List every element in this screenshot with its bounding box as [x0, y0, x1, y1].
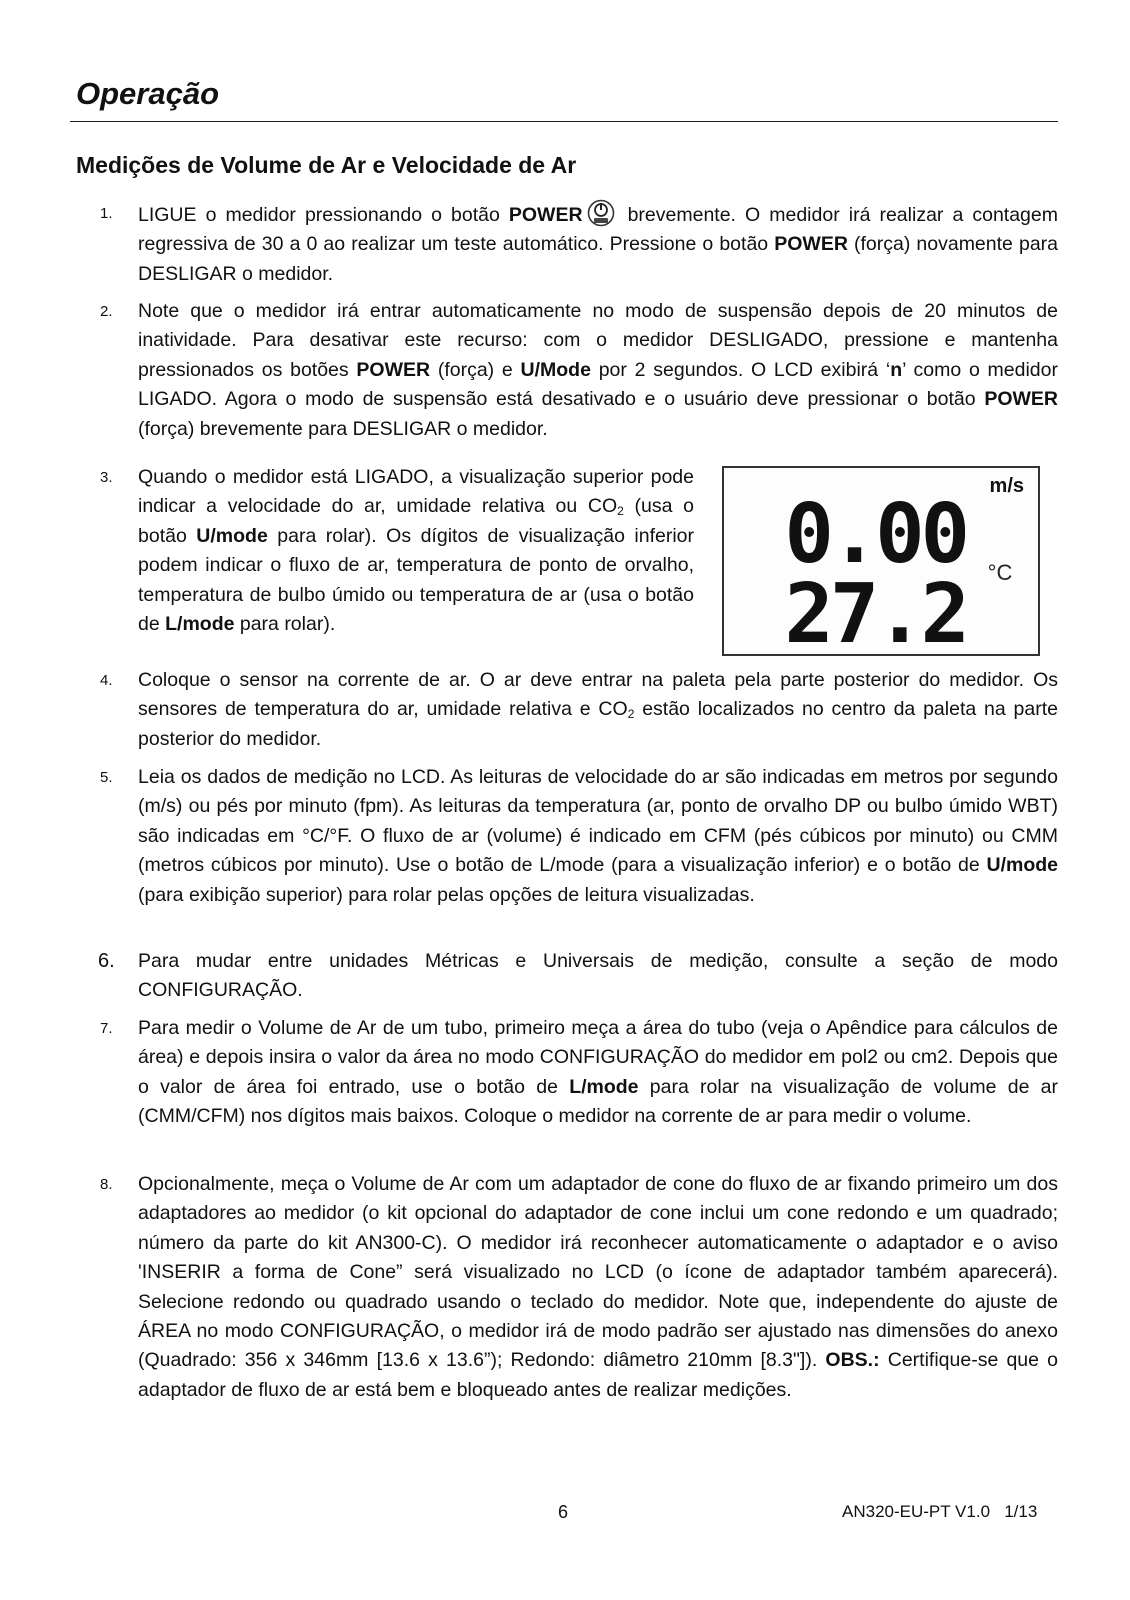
list-item: 7. Para medir o Volume de Ar de um tubo, primeiro meça a área do tubo (veja o Apêndice para cálculos de área) e depois insira o valor da área no modo CONFIGURAÇÃO do medidor em pol2 ou cm2. Depois que o valor de área foi entrado, use o botão de L/mode para rolar na visualização de volume de ar (CMM/CFM) nos dígitos mais baixos. Coloque o medidor na corrente de ar para medir o volume.	[138, 1014, 1058, 1132]
title-divider	[70, 121, 1058, 122]
power-set-button-icon	[587, 199, 615, 227]
lcd-display-illustration	[722, 466, 1040, 656]
list-item: 3. Quando o medidor está LIGADO, a visualização superior pode indicar a velocidade do ar, umidade relativa ou $CO_2$ (usa o botão U/mode para rolar). Os dígitos de visualização inferior podem indicar o fluxo de ar, temperatura de ponto de orvalho, temperatura de bulbo úmido ou temperatura de ar (usa o botão de L/mode para rolar).	[138, 463, 694, 639]
lcd-unit-top: m/s	[989, 475, 1024, 497]
item-number: 3.	[100, 469, 113, 486]
item-number: 7.	[100, 1020, 113, 1037]
footer-document-id: AN320-EU-PT V1.0 1/13	[842, 1502, 1038, 1521]
section-heading: Medições de Volume de Ar e Velocidade de Ar	[76, 152, 577, 178]
page-title: Operação	[76, 76, 220, 111]
list-item: 1. LIGUE o medidor pressionando o botão POWER brevemente. O medidor irá realizar a contagem regressiva de 30 a 0 ao realizar um teste automático. Pressione o botão POWER (força) novamente para DESLIGAR o medidor.	[138, 199, 1058, 289]
lcd-lower-reading: 27.2	[784, 567, 966, 654]
item-number: 2.	[100, 303, 113, 320]
list-item: 2. Note que o medidor irá entrar automaticamente no modo de suspensão depois de 20 minutos de inatividade. Para desativar este recurso: com o medidor DESLIGADO, pressione e mantenha pressionados os botões POWER (força) e U/Mode por 2 segundos. O LCD exibirá ‘n’ como o medidor LIGADO. Agora o modo de suspensão está desativado e o usuário deve pressionar o botão POWER (força) brevemente para DESLIGAR o medidor.	[138, 297, 1058, 444]
list-item: 8. Opcionalmente, meça o Volume de Ar com um adaptador de cone do fluxo de ar fixando primeiro um dos adaptadores ao medidor (o kit opcional do adaptador de cone inclui um cone redondo e um quadrado; número da parte do kit AN300-C). O medidor irá reconhecer automaticamente o adaptador e o aviso 'INSERIR a forma de Cone” será visualizado no LCD (o ícone de adaptador também aparecerá). Selecione redondo ou quadrado usando o teclado do medidor. Note que, independente do ajuste de ÁREA no modo CONFIGURAÇÃO, o medidor irá de modo padrão ser ajustado nas dimensões do anexo (Quadrado: 356 x 346mm [13.6 x 13.6”); Redondo: diâmetro 210mm [8.3"]). OBS.: Certifique-se que o adaptador de fluxo de ar está bem e bloqueado antes de realizar medições.	[138, 1170, 1058, 1405]
list-item: 4. Coloque o sensor na corrente de ar. O ar deve entrar na paleta pela parte posterior do medidor. Os sensores de temperatura do ar, umidade relativa e $CO_2$ estão localizados no centro da paleta na parte posterior do medidor.	[138, 666, 1058, 754]
list-item: 5. Leia os dados de medição no LCD. As leituras de velocidade do ar são indicadas em metros por segundo (m/s) ou pés por minuto (fpm). As leituras da temperatura (ar, ponto de orvalho DP ou bulbo úmido WBT) são indicadas em °C/°F. O fluxo de ar (volume) é indicado em CFM (pés cúbicos por minuto) ou CMM (metros cúbicos por minuto). Use o botão de L/mode (para a visualização inferior) e o botão de U/mode (para exibição superior) para rolar pelas opções de leitura visualizadas.	[138, 763, 1058, 910]
lcd-upper-reading: 0.00	[784, 487, 966, 582]
lcd-unit-bottom: °C	[987, 560, 1013, 585]
item-number: 4.	[100, 672, 113, 689]
footer-page-number: 6	[558, 1502, 569, 1522]
item-number: 6.	[98, 950, 115, 972]
item-number: 5.	[100, 769, 113, 786]
item-number: 1.	[100, 205, 113, 222]
list-item: 6. Para mudar entre unidades Métricas e Universais de medição, consulte a seção de modo CONFIGURAÇÃO.	[138, 947, 1058, 1006]
item-number: 8.	[100, 1176, 113, 1193]
